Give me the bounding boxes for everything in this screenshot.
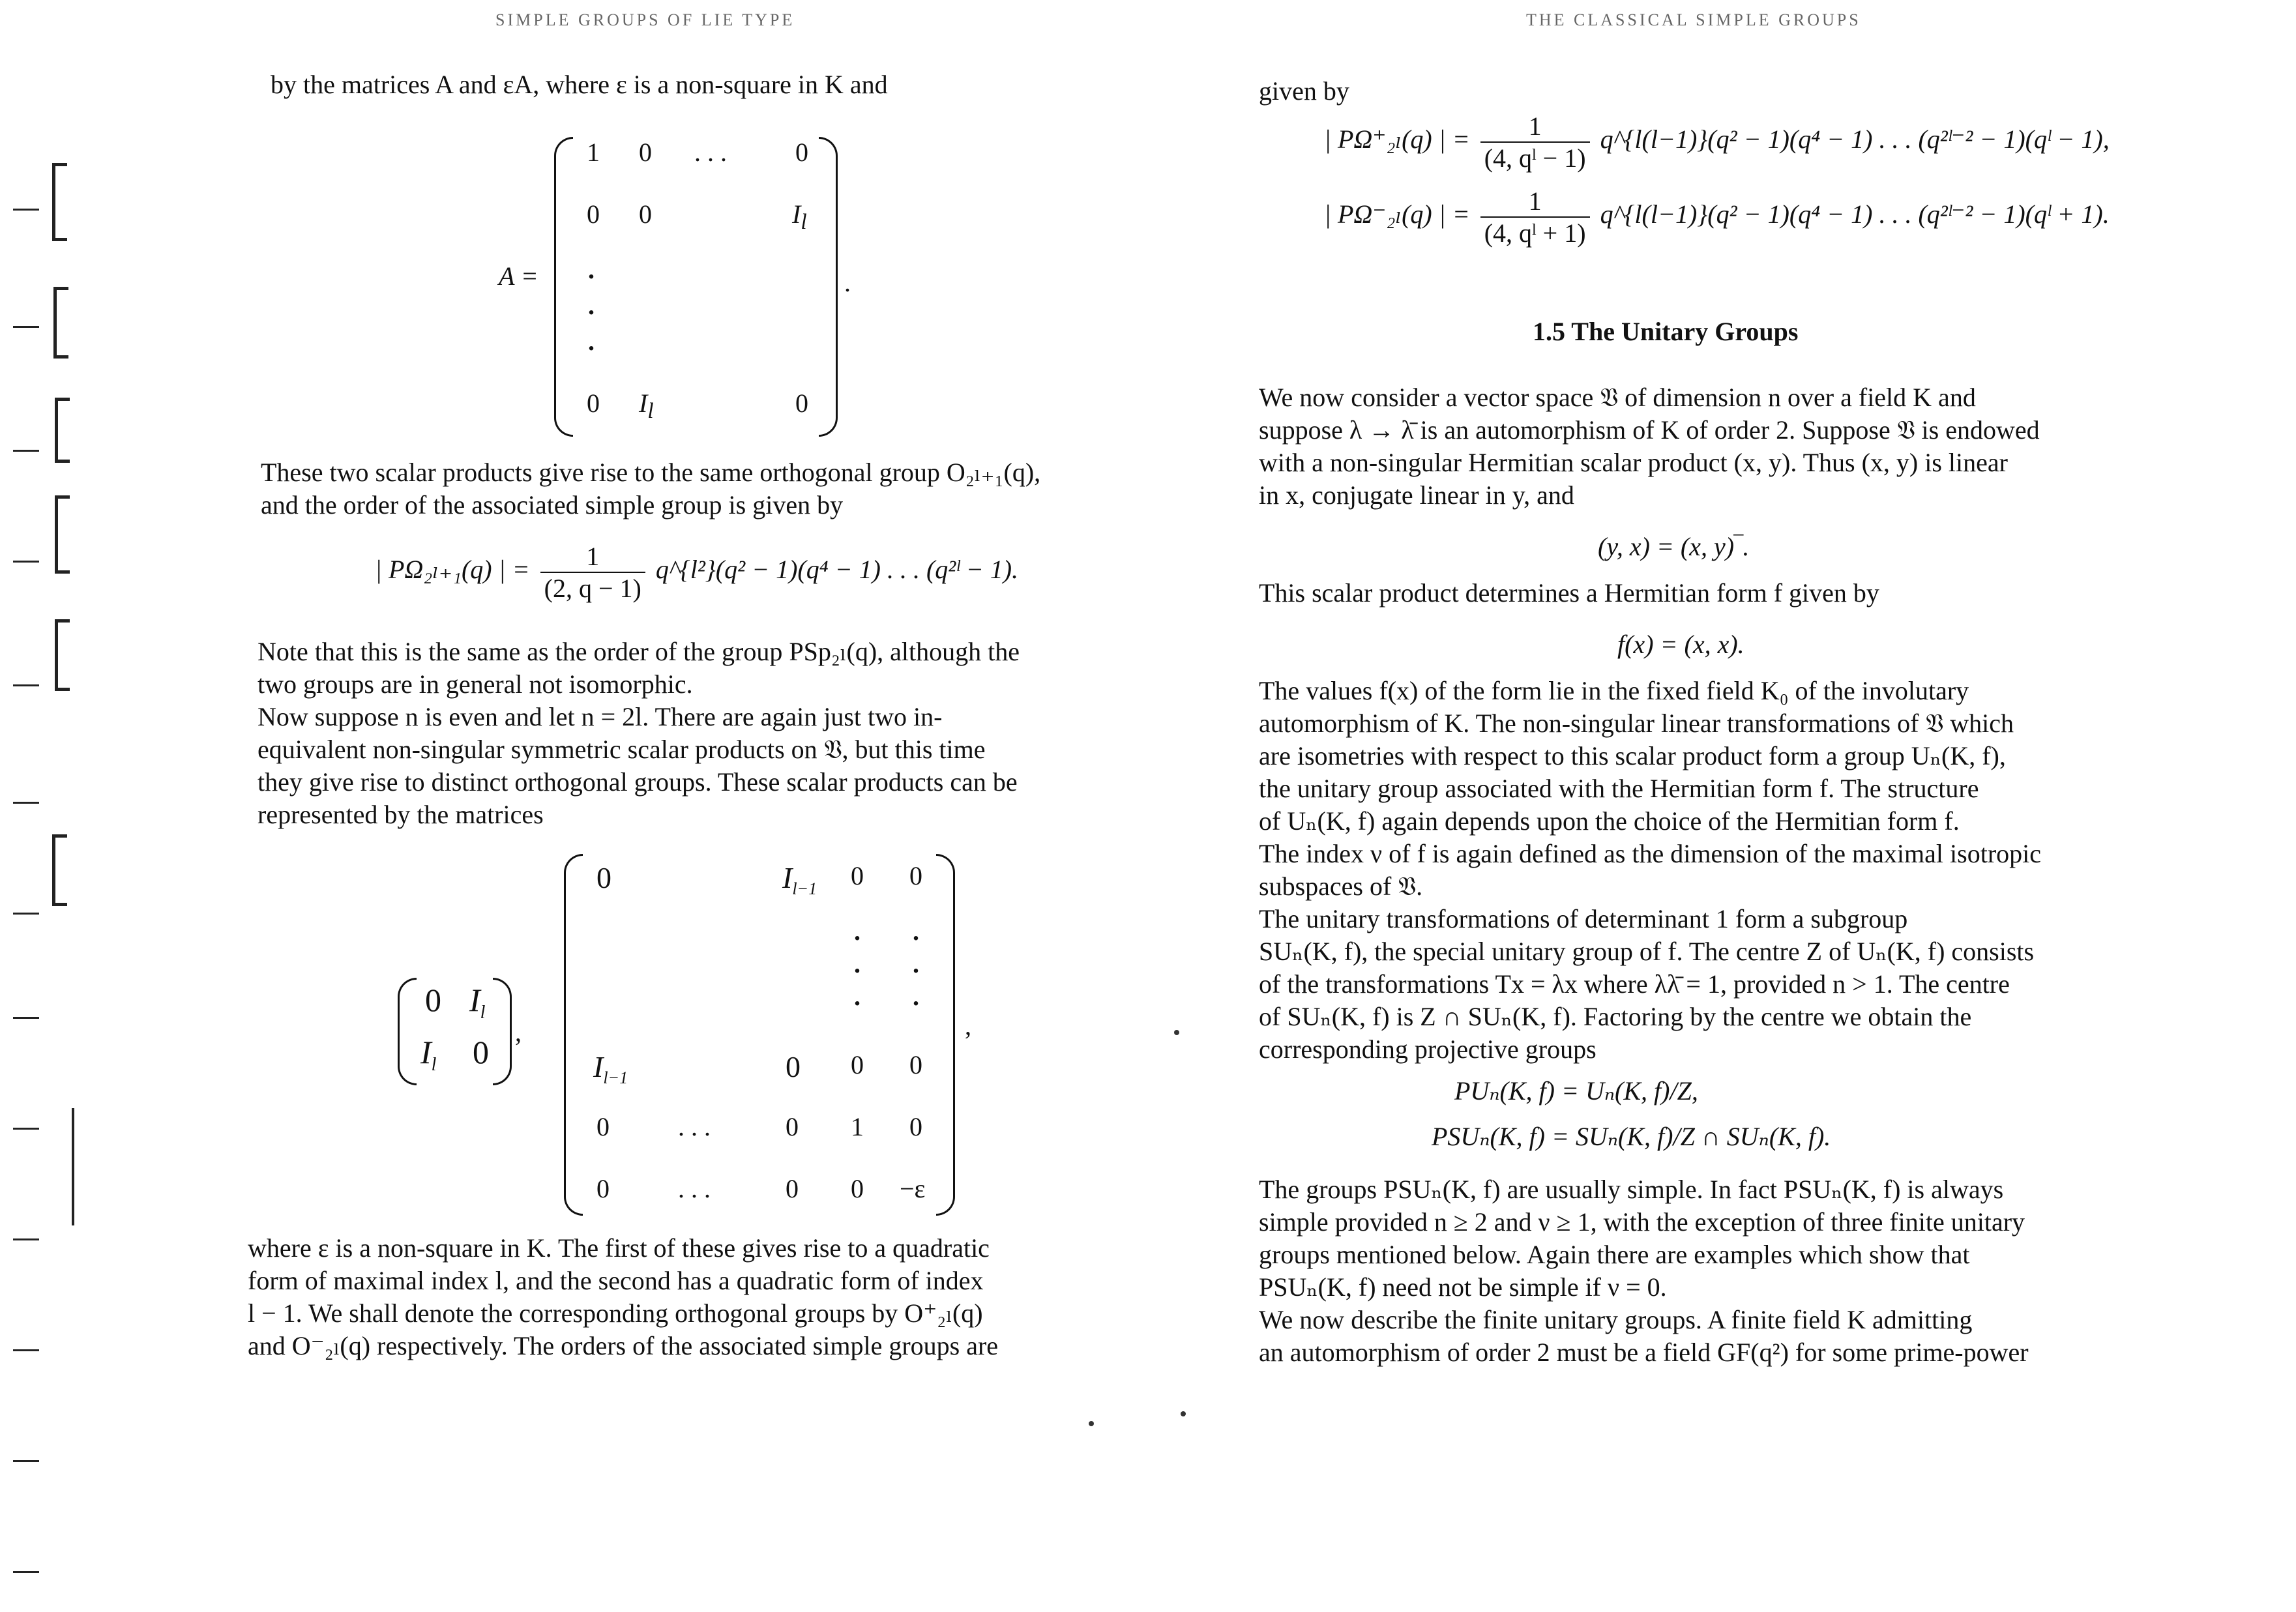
order-equation-odd: | PΩ₂ₗ₊₁(q) | = $\frac{1}{(2, q - 1)}$ q^{l²}(q² − 1)(q⁴ − 1) . . . (q²ˡ − 1).: [375, 542, 1019, 603]
matrix-a-vdot: .: [588, 327, 595, 356]
matrix-a: [554, 137, 838, 437]
form-equation: f(x) = (x, x).: [1617, 630, 1744, 659]
paragraph-unitary-groups: The values f(x) of the form lie in the fixed field K₀ of the involutary automorphism of K. The non-singular linear transformations of 𝔙 which are isometries with respect to this scalar product form a group Uₙ(K, f), the unitary group associated with the Hermitian form f. The structure of Uₙ(K, f) again depends upon the choice of the Hermitian form f. The index ν of f is again defined as the dimension of the maximal isotropic subspaces of 𝔙. The unitary transformations of determinant 1 form a subgroup SUₙ(K, f), the special unitary group of f. The centre Z of Uₙ(K, f) consists of the transformations Tx = λx where λλ̄ = 1, provided n > 1. The centre of SUₙ(K, f) is Z ∩ SUₙ(K, f). Factoring by the centre we obtain the corresponding projective groups: [1259, 676, 2041, 1064]
big-matrix-dot: .: [854, 916, 861, 946]
big-matrix-dots: . . .: [678, 1174, 711, 1203]
paragraph-orthogonal-group: These two scalar products give rise to the same orthogonal group O₂ₗ₊₁(q), and the order of the associated simple group is given by: [261, 458, 1041, 520]
big-matrix-dot: .: [913, 982, 919, 1011]
paragraph-simplicity: The groups PSUₙ(K, f) are usually simple. In fact PSUₙ(K, f) is always simple provided n ≥ 2 and ν ≥ 1, with the exception of three finite unitary groups mentioned below. Again there are examples which show that PSUₙ(K, f) need not be simple if ν = 0. We now describe the finite unitary groups. A finite field K admitting an automorphism of order 2 must be a field GF(q²) for some prime-power: [1259, 1175, 2029, 1367]
big-matrix-comma: ,: [965, 1011, 971, 1040]
order-equation-plus: | PΩ⁺₂ₗ(q) | = $\frac{1}{\text{(4, qˡ − 1)}}$ q^{l(l−1)}(q² − 1)(q⁴ − 1) . . . (q²ˡ⁻² − 1)(qˡ − 1),: [1324, 111, 2110, 173]
big-matrix-identity: $I_{l-1}$: [593, 1050, 628, 1088]
projective-special-unitary-equation: PSUₙ(K, f) = SUₙ(K, f)/Z ∩ SUₙ(K, f).: [1432, 1122, 1831, 1151]
small-matrix-comma: ,: [515, 1018, 522, 1047]
scan-speck: [1181, 1411, 1186, 1416]
order-equation-minus: | PΩ⁻₂ₗ(q) | = $\frac{1}{\text{(4, qˡ + 1)}}$ q^{l(l−1)}(q² − 1)(q⁴ − 1) . . . (q²ˡ⁻² − 1)(qˡ + 1).: [1324, 186, 2110, 248]
big-matrix: [564, 854, 955, 1216]
small-matrix: [398, 978, 512, 1085]
matrix-a-identity: $I_l$: [792, 199, 807, 234]
matrix-a-entry: 1: [587, 138, 600, 167]
big-matrix-entry: 0: [596, 861, 611, 894]
matrix-a-entry: 0: [587, 388, 600, 418]
intro-line: by the matrices A and εA, where ε is a non-square in K and: [271, 70, 888, 99]
matrix-a-vdot: .: [588, 291, 595, 320]
running-head-right: THE CLASSICAL SIMPLE GROUPS: [1526, 10, 1861, 29]
big-matrix-entry: 0: [596, 1112, 610, 1141]
big-matrix-entry: 0: [786, 1174, 799, 1203]
matrix-a-entry: 0: [639, 138, 652, 167]
big-matrix-dot: .: [913, 916, 919, 946]
big-matrix-entry: 0: [786, 1050, 801, 1083]
matrix-a-entry: 0: [587, 199, 600, 229]
scan-speck: [1174, 1030, 1179, 1035]
small-matrix-entry: 0: [473, 1034, 489, 1070]
small-matrix-identity: $I_l$: [469, 982, 486, 1023]
big-matrix-entry: 0: [851, 1174, 864, 1203]
big-matrix-dot: .: [913, 949, 919, 978]
projective-unitary-equation: PUₙ(K, f) = Uₙ(K, f)/Z,: [1454, 1076, 1698, 1106]
paragraph-quadratic-forms: where ε is a non-square in K. The first of these gives rise to a quadratic form of maximal index l, and the second has a quadratic form of index l − 1. We shall denote the corresponding orthogonal groups by O⁺₂ₗ(q) and O⁻₂ₗ(q) respectively. The orders of the associated simple groups are: [248, 1233, 999, 1360]
big-matrix-entry: 0: [909, 1050, 922, 1079]
matrix-a-vdot: .: [588, 255, 595, 284]
big-matrix-dots: . . .: [678, 1112, 711, 1141]
small-matrix-identity: $I_l$: [420, 1034, 437, 1075]
big-matrix-entry: −ε: [900, 1174, 926, 1203]
scan-speck: [1089, 1421, 1094, 1426]
big-matrix-identity: $I_{l-1}$: [782, 861, 817, 899]
paragraph-hermitian: This scalar product determines a Hermitian form f given by: [1259, 578, 1879, 608]
matrix-a-label: A =: [499, 261, 538, 291]
matrix-a-dots: . . .: [694, 138, 727, 167]
matrix-a-entry: 0: [639, 199, 652, 229]
small-matrix-entry: 0: [425, 982, 441, 1018]
big-matrix-entry: 0: [909, 861, 922, 890]
big-matrix-entry: 0: [909, 1112, 922, 1141]
big-matrix-entry: 0: [786, 1112, 799, 1141]
given-by-text: given by: [1259, 76, 1349, 106]
running-head-left: SIMPLE GROUPS OF LIE TYPE: [495, 10, 795, 29]
paragraph-note: Note that this is the same as the order of the group PSp₂ₗ(q), although the two groups are in general not isomorphic. Now suppose n is even and let n = 2l. There are again just two in- equivalent non-singular symmetric scalar products on 𝔙, but this time they give rise to distinct orthogonal groups. These scalar products can be represented by the matrices: [258, 637, 1020, 829]
section-heading: 1.5 The Unitary Groups: [1533, 317, 1799, 346]
big-matrix-dot: .: [854, 949, 861, 978]
matrix-a-entry: 0: [795, 388, 808, 418]
matrix-a-period: .: [844, 268, 851, 297]
right-page: [1148, 0, 2296, 1612]
matrix-a-entry: 0: [795, 138, 808, 167]
big-matrix-entry: 0: [851, 861, 864, 890]
big-matrix-entry: 1: [851, 1112, 864, 1141]
matrix-a-identity: $I_l$: [639, 388, 654, 423]
big-matrix-entry: 0: [851, 1050, 864, 1079]
paragraph-vector-space: We now consider a vector space 𝔙 of dimension n over a field K and suppose λ → λ̄ is an automorphism of K of order 2. Suppose 𝔙 is endowed with a non-singular Hermitian scalar product (x, y). Thus (x, y) is linear in x, conjugate linear in y, and: [1259, 383, 2040, 510]
big-matrix-dot: .: [854, 982, 861, 1011]
conjugate-equation: (y, x) = (x, y)‾.: [1598, 532, 1750, 561]
big-matrix-entry: 0: [596, 1174, 610, 1203]
